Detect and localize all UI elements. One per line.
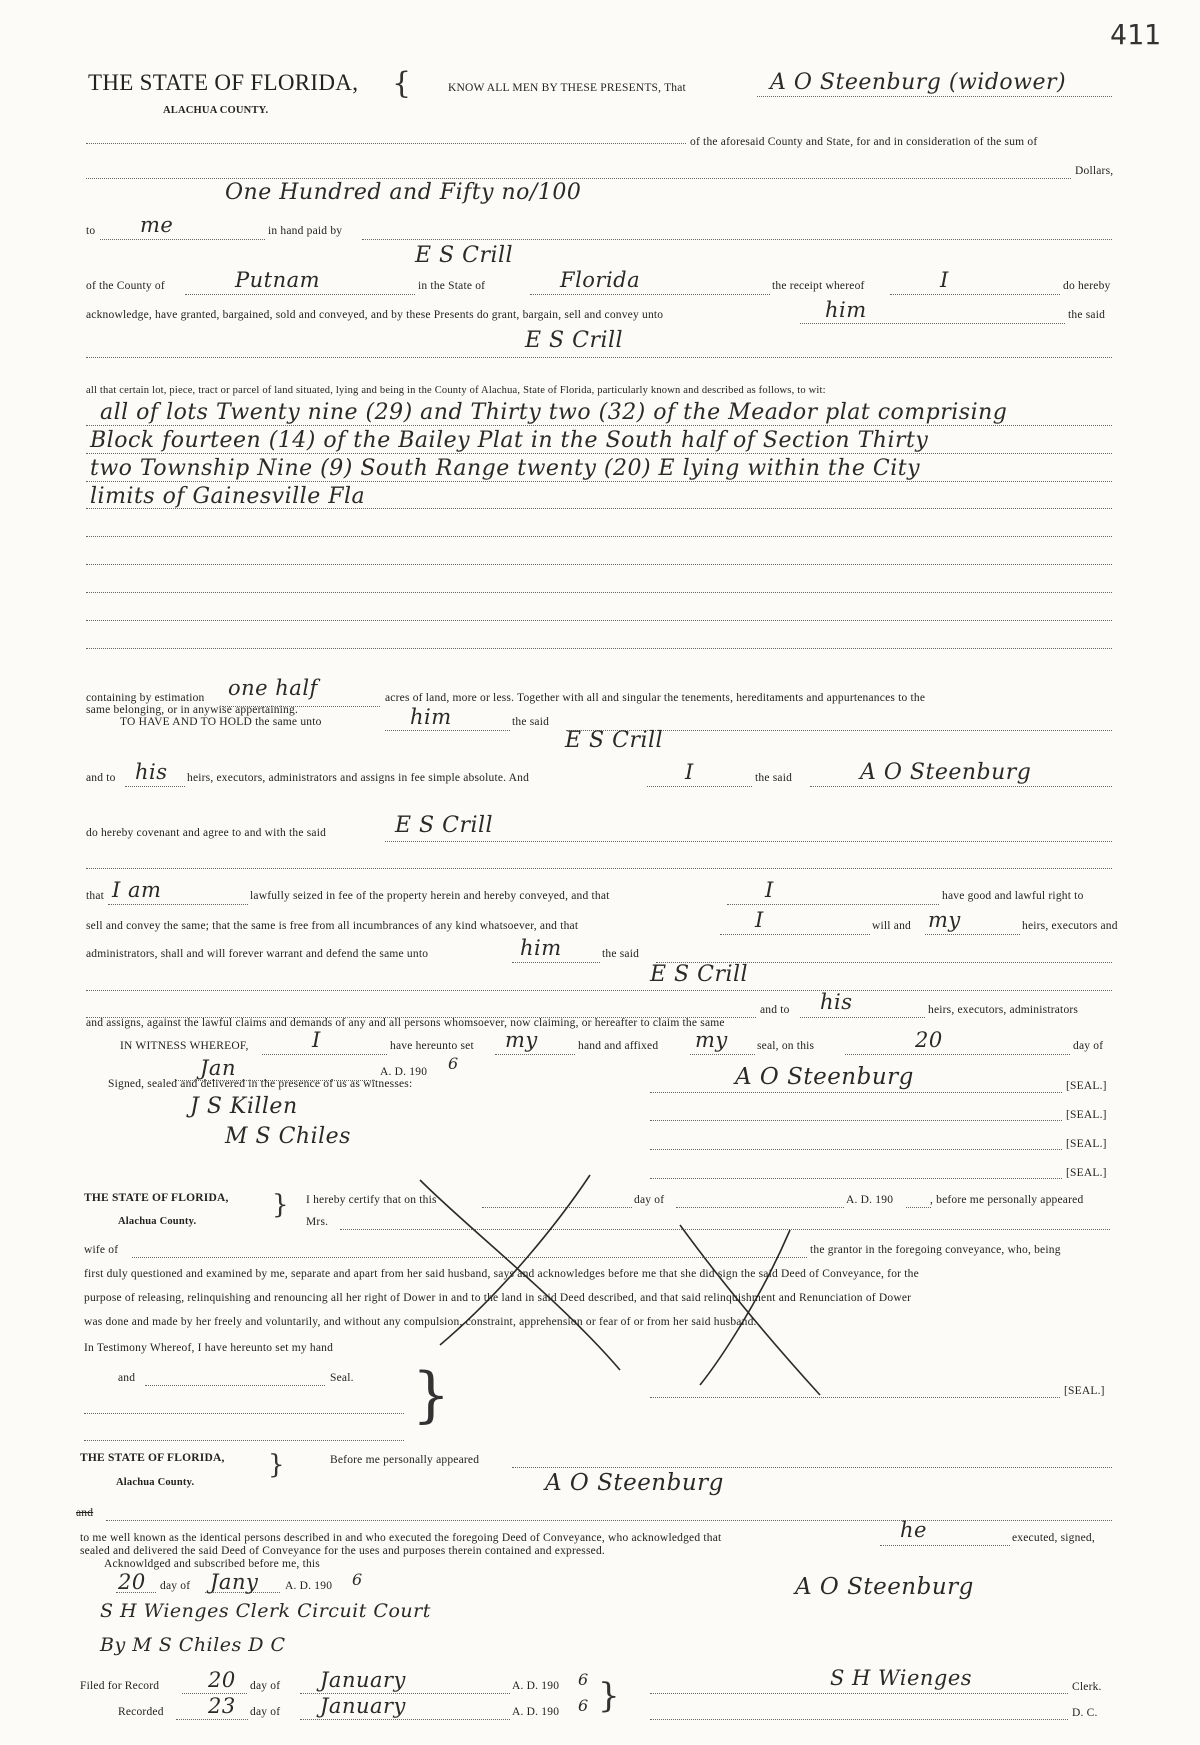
county-title: ALACHUA COUNTY. [163,105,269,116]
ad-label: A. D. 190 [380,1066,428,1078]
heirs-text: heirs, executors, administrators and assigns in fee simple absolute. And [187,772,530,784]
do-hereby-label: do hereby [1063,280,1111,292]
recorded-label: Recorded [118,1706,164,1718]
ad-label: A. D. 190 [846,1194,894,1206]
seal-word: Seal. [330,1372,354,1384]
dollars-label: Dollars, [1075,165,1114,177]
and-to-handwriting: his [135,760,168,784]
and-label: and [118,1372,136,1384]
the-said-label: the said [755,772,793,784]
dotted-line [650,1719,1068,1720]
ad-label: A. D. 190 [285,1580,333,1592]
filed-year-handwriting: 6 [578,1670,589,1689]
hand-affixed-text: hand and affixed [578,1040,659,1052]
brace: } [272,1190,289,1220]
executed-text: executed, signed, [1012,1532,1095,1544]
the-said-label: the said [602,948,640,960]
set-handwriting: my [505,1028,538,1052]
that-handwriting: I am [112,878,162,902]
seized-text: lawfully seized in fee of the property herein and hereby conveyed, and that [250,890,610,902]
have-handwriting: him [410,705,452,729]
day-of-label: day of [250,1680,281,1692]
rec-year-handwriting: 6 [578,1696,589,1715]
defend-handwriting: him [520,936,562,960]
and-grantor-handwriting: A O Steenburg [860,760,1032,785]
assigns-text: and assigns, against the lawful claims and demands of any and all persons whomsoever, now claiming, or hereafter to claim the same [86,1017,725,1029]
seal-label: [SEAL.] [1066,1080,1107,1092]
payer-handwriting: E S Crill [415,243,514,268]
dower-paragraph: was done and made by her freely and voluntarily, and without any compulsion, constraint, apprehension or fear of or from her said husband. [84,1316,757,1328]
will-handwriting: I [755,908,764,932]
county-of-label: of the County of [86,280,165,292]
brace: } [268,1450,285,1480]
paid-by-text: in hand paid by [268,225,343,237]
year-handwriting: 6 [448,1054,459,1073]
seal-on-text: seal, on this [757,1040,815,1052]
dower-county-title: Alachua County. [118,1216,197,1227]
covenant-handwriting: E S Crill [395,813,494,838]
day-handwriting: 20 [915,1028,943,1052]
brace: { [392,66,412,101]
witness-text: IN WITNESS WHEREOF, [120,1040,249,1052]
heirs-text: heirs, executors, administrators [928,1004,1079,1016]
same-belonging-text: same belonging, or in anywise appertaining. [86,704,299,716]
will-and-text: will and [872,920,911,932]
have-set-text: have hereunto set [390,1040,474,1052]
ack-state-title: THE STATE OF FLORIDA, [80,1452,225,1464]
have-grantee-handwriting: E S Crill [565,728,664,753]
know-all-text: KNOW ALL MEN BY THESE PRESENTS, That [448,82,686,94]
the-said-label: the said [512,716,550,728]
description-handwriting: two Township Nine (9) South Range twenty (20) E lying within the City [90,456,921,481]
dotted-line [880,1545,1010,1546]
filed-label: Filed for Record [80,1680,160,1692]
clerk-handwriting: S H Wienges Clerk Circuit Court [100,1600,431,1622]
acknowledge-text: acknowledge, have granted, bargained, sold and conveyed, and by these Presents do grant, bargain, sell and convey unto [86,309,664,321]
containing-text: containing by estimation [86,692,205,704]
consideration-text: of the aforesaid County and State, for and in consideration of the sum of [690,136,1038,148]
description-handwriting: limits of Gainesville Fla [90,484,366,509]
dower-paragraph: purpose of releasing, relinquishing and renouncing all her right of Dower in and to the land in said Deed described, and that said relinquishment and Renunciation of Dower [84,1292,912,1304]
in-state-label: in the State of [418,280,486,292]
day-of-label: day of [634,1194,665,1206]
ack-county-title: Alachua County. [116,1477,195,1488]
mrs-label: Mrs. [306,1216,329,1228]
grantor-text: the grantor in the foregoing conveyance, who, being [810,1244,1061,1256]
receipt-handwriting: I [940,268,949,292]
ad-label: A. D. 190 [512,1680,560,1692]
brace: } [412,1360,451,1430]
before-me-text: Before me personally appeared [330,1454,480,1466]
dotted-line [106,1520,1112,1521]
dotted-line [512,1467,1112,1468]
heirs-exec-text: heirs, executors and [1022,920,1118,932]
clerk-label: Clerk. [1072,1681,1102,1693]
rec-month-handwriting: January [320,1694,406,1718]
ack-month-handwriting: Jany [210,1570,259,1594]
witness-handwriting: I [312,1028,321,1052]
my-handwriting: my [928,908,961,932]
brace: } [598,1676,620,1716]
day-of-label: day of [250,1706,281,1718]
appeared-handwriting: A O Steenburg [545,1470,724,1496]
certify-text: I hereby certify that on this [306,1194,437,1206]
grantor-handwriting: A O Steenburg (widower) [770,70,1067,95]
page-number: 411 [1110,18,1161,51]
amount-handwriting: One Hundred and Fifty no/100 [225,180,582,205]
his-handwriting: his [820,990,853,1014]
dower-seal-label: [SEAL.] [1064,1385,1105,1397]
before-me-text: , before me personally appeared [930,1194,1084,1206]
witness-signature: M S Chiles [225,1124,351,1149]
to-have-text: TO HAVE AND TO HOLD the same unto [120,716,322,728]
wife-of-label: wife of [84,1244,119,1256]
state-title: THE STATE OF FLORIDA, [88,70,359,95]
seized-handwriting: I [765,878,774,902]
day-of-label: day of [1073,1040,1104,1052]
seal-label: [SEAL.] [1066,1138,1107,1150]
ad-label: A. D. 190 [512,1706,560,1718]
and-to-label: and to [760,1004,790,1016]
ack-signature: A O Steenburg [795,1574,974,1600]
to-label: to [86,225,96,237]
sealed-text: sealed and delivered the said Deed of Conveyance for the uses and purposes therein contained and expressed. [80,1545,605,1557]
dc-label: D. C. [1072,1707,1098,1719]
he-handwriting: he [900,1518,927,1542]
acres-text: acres of land, more or less. Together with all and singular the tenements, hereditaments and appurtenances to the [385,692,926,704]
month-handwriting: Jan [200,1056,236,1080]
sell-convey-text: sell and convey the same; that the same is free from all incumbrances of any kind whatsoever, and that [86,920,579,932]
signed-sealed-text: Signed, sealed and delivered in the presence of us as witnesses: [108,1078,413,1090]
description-handwriting: Block fourteen (14) of the Bailey Plat in the South half of Section Thirty [90,428,929,453]
ack-day-handwriting: 20 [118,1570,146,1594]
to-handwriting: me [140,213,174,237]
rec-day-handwriting: 23 [208,1694,236,1718]
dotted-line [650,1693,1068,1694]
grantor-signature: A O Steenburg [735,1064,914,1090]
testimony-text: In Testimony Whereof, I have hereunto set my hand [84,1342,334,1354]
dotted-line [176,1719,248,1720]
witness-signature: J S Killen [190,1094,298,1119]
dower-paragraph: first duly questioned and examined by me, separate and apart from her said husband, says and acknowledges before me that she did sign the said Deed of Conveyance, for the [84,1268,919,1280]
and-handwriting: I [685,760,694,784]
ack-year-handwriting: 6 [352,1570,363,1589]
affixed-handwriting: my [695,1028,728,1052]
all-that-text: all that certain lot, piece, tract or parcel of land situated, lying and being in the County of Alachua, State of Florida, particularly known and described as follows, to wit: [86,385,826,396]
description-handwriting: all of lots Twenty nine (29) and Thirty two (32) of the Meador plat comprising [100,400,1008,425]
state-handwriting: Florida [560,268,641,292]
the-said-label: the said [1068,309,1106,321]
receipt-label: the receipt whereof [772,280,865,292]
defend-grantee-handwriting: E S Crill [650,962,749,987]
unto-handwriting: him [825,298,867,322]
county-handwriting: Putnam [235,268,321,292]
filed-day-handwriting: 20 [208,1668,236,1692]
clerk-signature: S H Wienges [830,1666,973,1690]
grantee-handwriting: E S Crill [525,328,624,353]
that-label: that [86,890,105,902]
and-to-label: and to [86,772,116,784]
known-text: to me well known as the identical persons described in and who executed the foregoing Deed of Conveyance, who acknowledged that [80,1532,722,1544]
good-right-text: have good and lawful right to [942,890,1084,902]
acres-handwriting: one half [228,676,318,700]
seal-label: [SEAL.] [1066,1167,1107,1179]
dower-state-title: THE STATE OF FLORIDA, [84,1192,229,1204]
covenant-text: do hereby covenant and agree to and with the said [86,827,327,839]
day-of-label: day of [160,1580,191,1592]
administrators-text: administrators, shall and will forever warrant and defend the same unto [86,948,429,960]
filed-month-handwriting: January [320,1668,406,1692]
dotted-line [300,1719,510,1720]
acknowledged-text: Acknowldged and subscribed before me, this [104,1558,320,1570]
struck-and: and [76,1507,94,1519]
seal-label: [SEAL.] [1066,1109,1107,1121]
deputy-handwriting: By M S Chiles D C [100,1634,286,1656]
